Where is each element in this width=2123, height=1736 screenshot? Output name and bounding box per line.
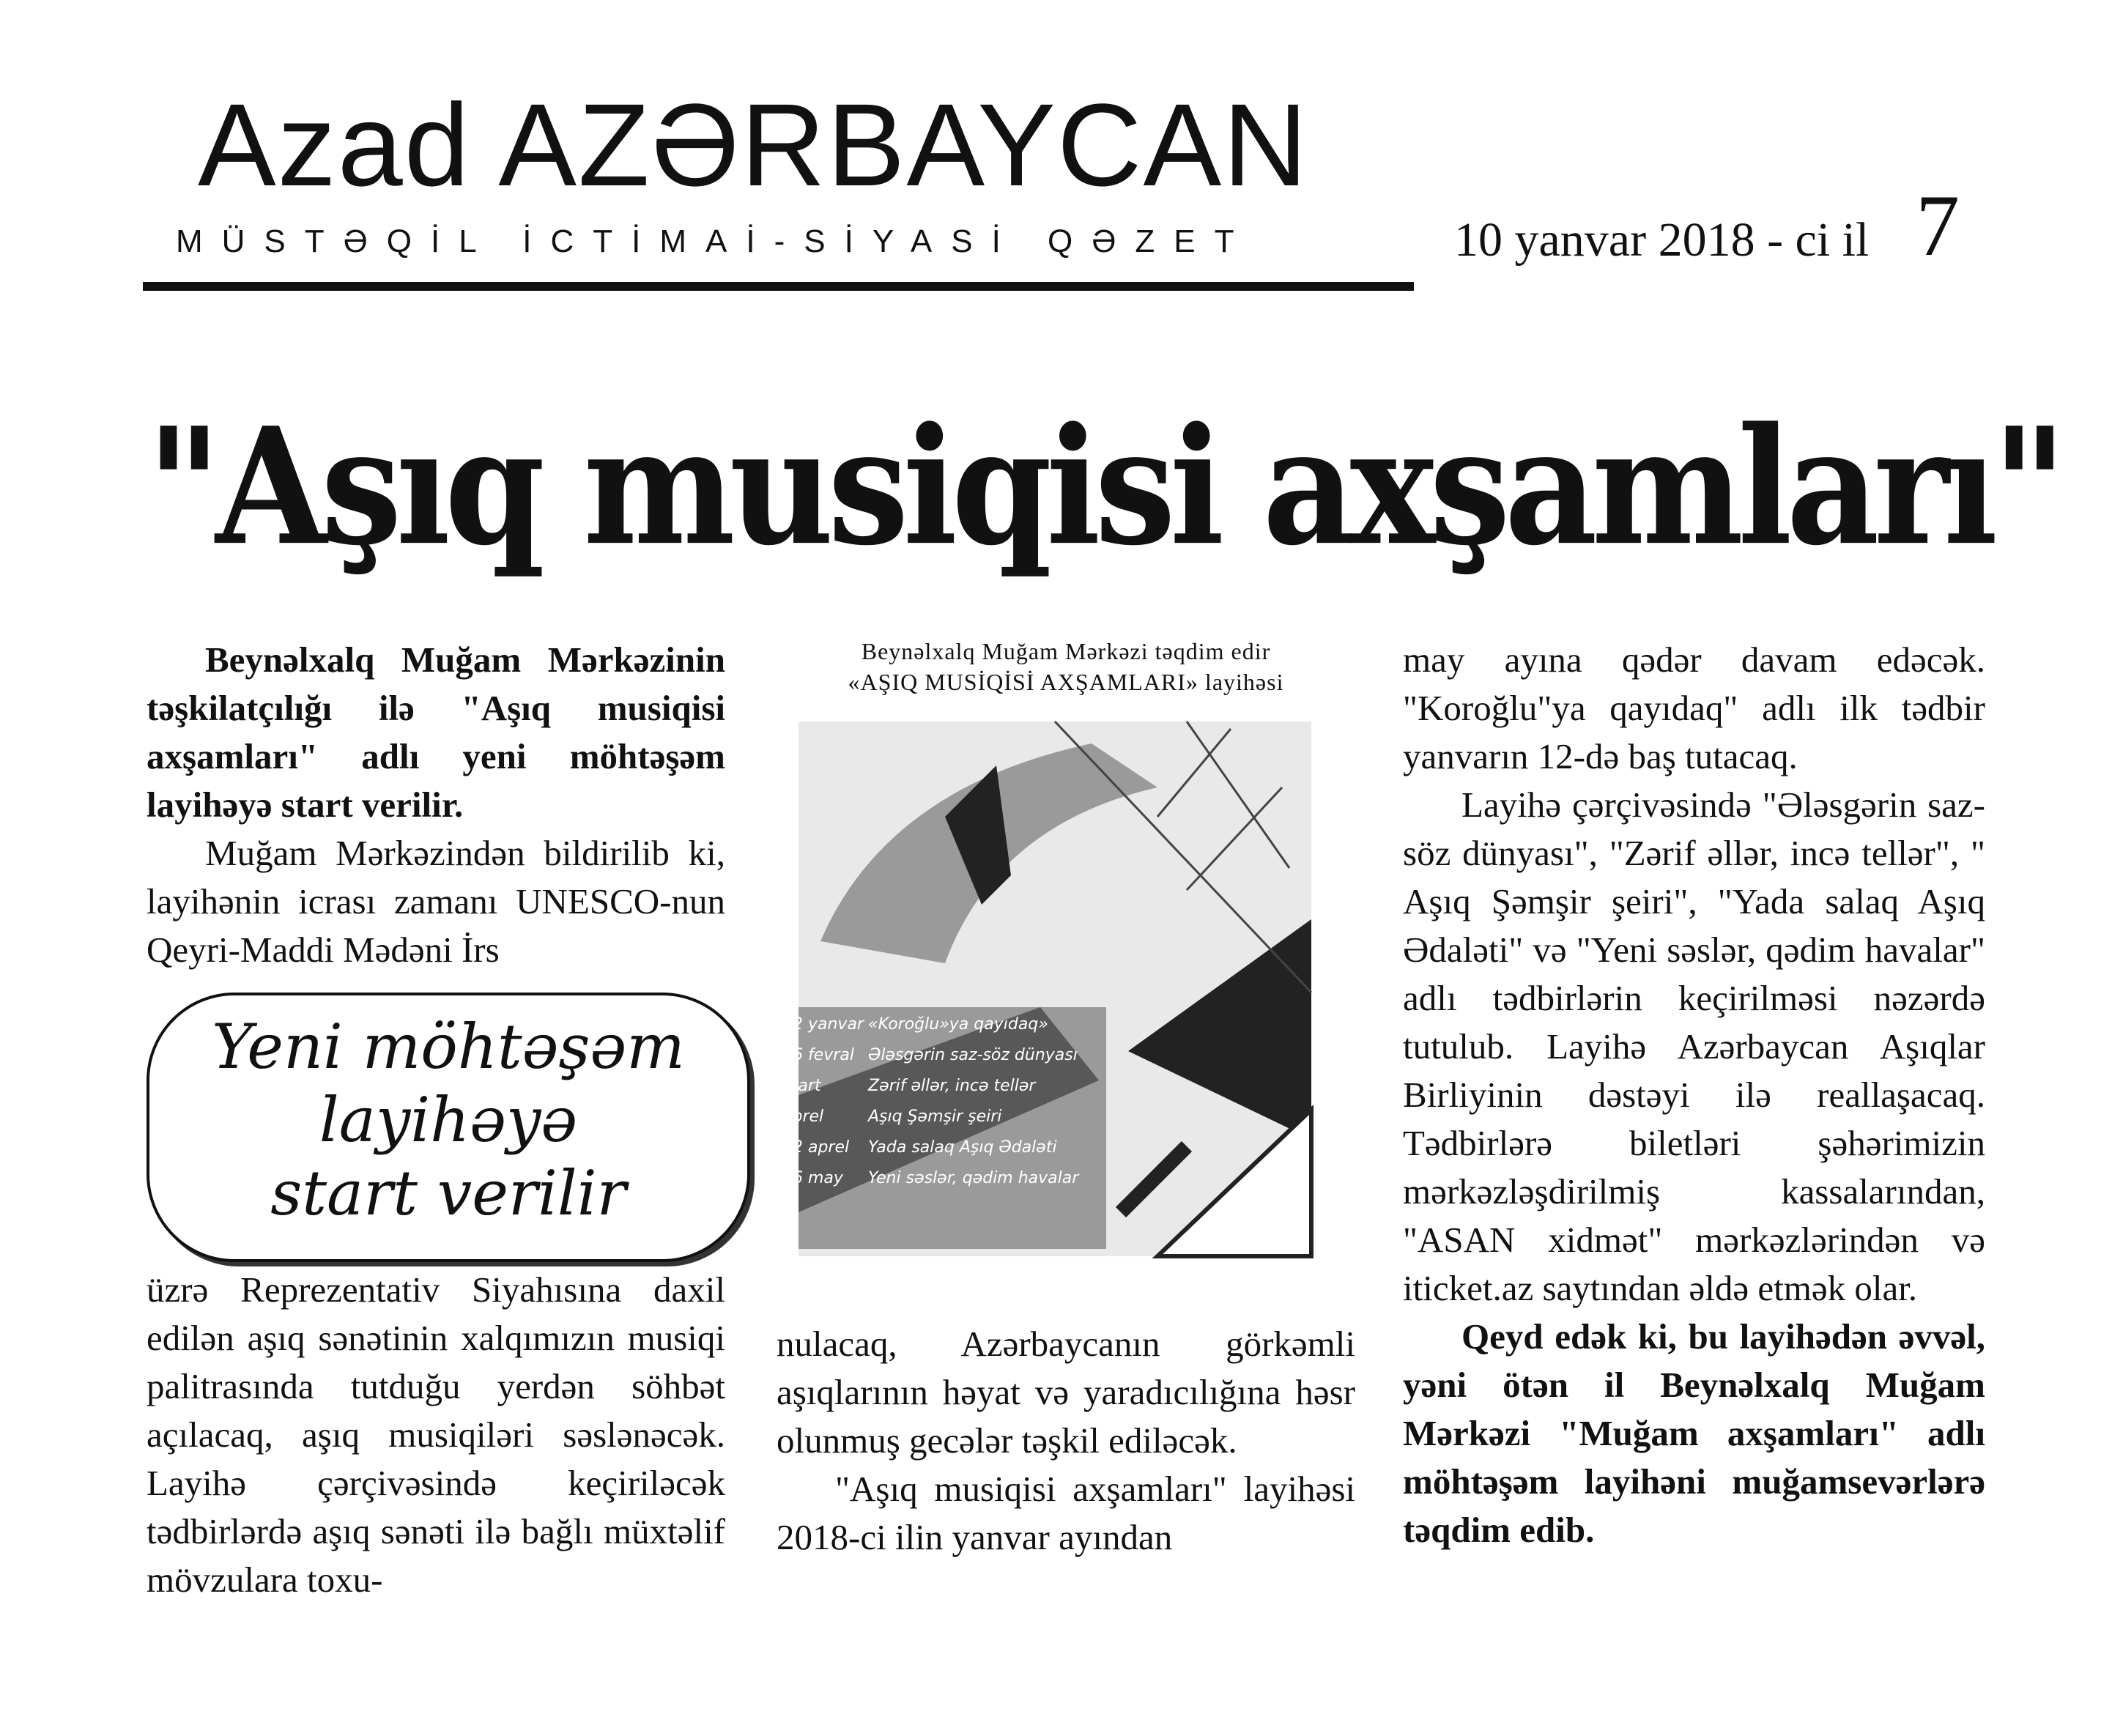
article-paragraph-2-end: may ayına qədər davam edəcək. "Koroğlu"ya qayıdaq" adlı ilk tədbir yanvarın 12-də baş tutacaq.: [1403, 639, 1985, 776]
poster-schedule-date: 12 aprel: [782, 1138, 850, 1157]
article-headline: "Aşıq musiqisi axşamları": [147, 393, 2061, 582]
column-1-top: [147, 636, 725, 974]
article-paragraph-2: "Aşıq musiqisi axşamları" layihəsi 2018-ci ilin yanvar ayından: [777, 1469, 1355, 1557]
article-paragraph-1-end: nulacaq, Azərbaycanın görkəmli aşıqlarının həyat və yaradıcılığına həsr olunmuş gecələr təşkil ediləcək.: [777, 1324, 1355, 1461]
poster-schedule-date: 12 yanvar: [782, 1015, 864, 1034]
poster-schedule-event: Yeni səslər, qədim havalar: [868, 1169, 1079, 1187]
column-2: [777, 1320, 1355, 1562]
masthead-rule: [143, 282, 1414, 291]
poster-schedule-date: mart: [782, 1077, 821, 1095]
poster-schedule-event: Yada salaq Aşıq Ədaləti: [868, 1138, 1057, 1157]
event-poster-photo: [777, 700, 1355, 1286]
pull-quote: [149, 1010, 747, 1230]
article-paragraph-1: Muğam Mərkəzindən bildirilib ki, layihənin icrası zamanı UNESCO-nun Qeyri-Maddi Mədəni İrs: [147, 833, 725, 970]
pull-quote-line: Yeni möhtəşəm: [212, 1011, 685, 1083]
photo-caption: [777, 636, 1355, 697]
poster-schedule-date: 16 fevral: [782, 1046, 854, 1064]
poster-schedule-event: «Koroğlu»ya qayıdaq»: [868, 1015, 1048, 1034]
newspaper-tagline: MÜSTƏQİL İCTİMAİ-SİYASİ QƏZET: [176, 223, 1253, 259]
poster-schedule-event: Ələsgərin saz-söz dünyası: [868, 1046, 1078, 1064]
poster-image: [777, 700, 1355, 1286]
page-number: 7: [1916, 177, 1960, 274]
pull-quote-box: [147, 993, 750, 1262]
poster-schedule-date: aprel: [782, 1108, 824, 1126]
photo-caption-line: Beynəlxalq Muğam Mərkəzi təqdim edir: [861, 638, 1271, 664]
pull-quote-line: layihəyə: [319, 1084, 578, 1156]
poster-schedule-date: 16 may: [782, 1169, 843, 1187]
pull-quote-line: start verilir: [270, 1157, 626, 1229]
article-closing: Qeyd edək ki, bu layihədən əvvəl, yəni ötən il Beynəlxalq Muğam Mərkəzi "Muğam axşamları" adlı möhtəşəm layihəni muğamsevərlərə təqdim edib.: [1403, 1316, 1985, 1550]
issue-date: 10 yanvar 2018 - ci il: [1454, 213, 1870, 267]
article-paragraph-1-continued: üzrə Reprezentativ Siyahısına daxil edilən aşıq sənətinin xalqımızın musiqi palitrasında tutduğu yerdən söhbət açılacaq, aşıq musiqiləri səslənəcək. Layihə çərçivəsində keçiriləcək tədbirlərdə aşıq sənəti ilə bağlı müxtəlif mövzulara toxu-: [147, 1269, 725, 1600]
column-3: [1403, 636, 1985, 1554]
poster-schedule-event: Zərif əllər, incə tellər: [868, 1077, 1036, 1095]
newspaper-masthead: Azad AZƏRBAYCAN: [198, 79, 1309, 210]
poster-schedule-event: Aşıq Şəmşir şeiri: [868, 1108, 1002, 1126]
column-1-bottom: [147, 1266, 725, 1604]
photo-caption-line: «AŞIQ MUSİQİSİ AXŞAMLARI» layihəsi: [848, 669, 1284, 695]
article-lead: Beynəlxalq Muğam Mərkəzinin təşkilatçılığı ilə "Aşıq musiqisi axşamları" adlı yeni möhtəşəm layihəyə start verilir.: [147, 639, 725, 825]
article-paragraph-3: Layihə çərçivəsində "Ələsgərin saz-söz dünyası", "Zərif əllər, incə tellər", " Aşıq Şəmşir şeiri", "Yada salaq Aşıq Ədaləti" və "Yeni səslər, qədim havalar" adlı tədbirlərin keçirilməsi nəzərdə tutulub. Layihə Azərbaycan Aşıqlar Birliyinin dəstəyi ilə reallaşacaq. Tədbirlərə biletləri şəhərimizin mərkəzləşdirilmiş kassalarından, "ASAN xidmət" mərkəzlərindən və iticket.az saytından əldə etmək olar.: [1403, 784, 1985, 1308]
